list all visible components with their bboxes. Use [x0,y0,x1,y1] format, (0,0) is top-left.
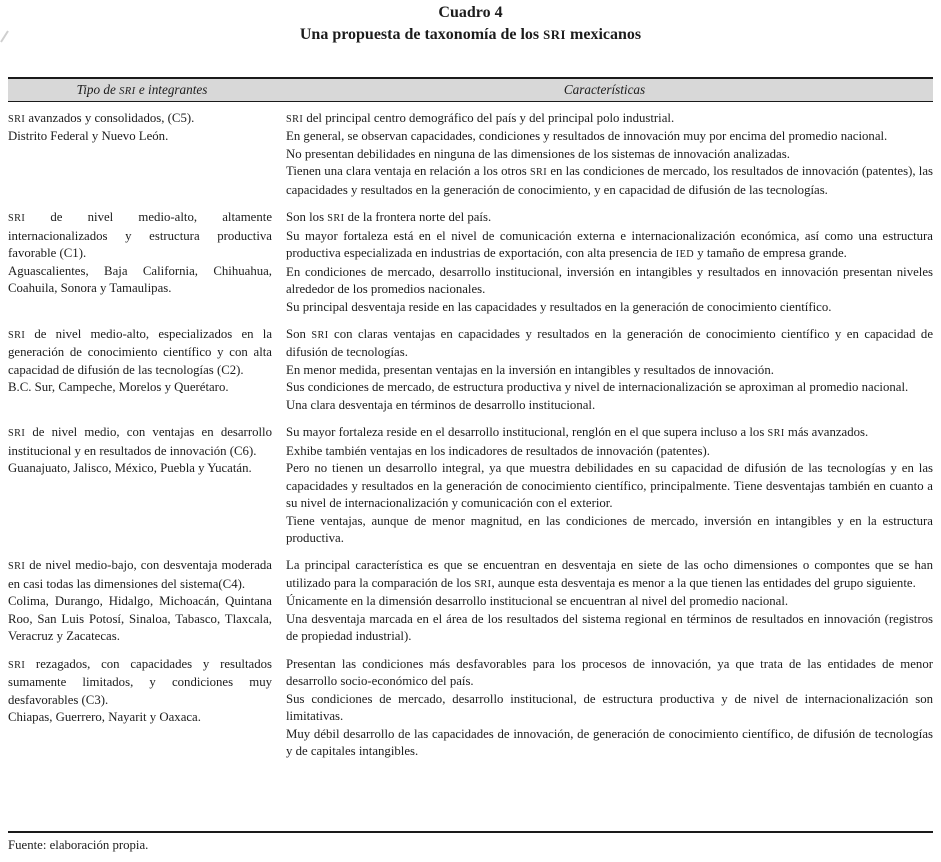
table-header-row [8,77,933,102]
sri-type-text: SRI de nivel medio, con ventajas en desarrollo institucional y en resultados de innovación (C6). [8,425,272,458]
table-title-block [0,4,941,44]
characteristics-cell [286,209,933,316]
table-row [8,424,933,547]
characteristic-paragraph: Únicamente en la dimensión desarrollo institucional se encuentran al nivel del promedio nacional. [286,594,789,609]
characteristics-cell [286,110,933,199]
characteristics-cell [286,557,933,645]
type-and-members-cell [8,209,272,316]
characteristics-cell [286,326,933,414]
column-header-tipo: Tipo de SRI e integrantes [76,82,208,97]
table-row [8,110,933,199]
table-bottom-rule [8,831,933,833]
table-row [8,209,933,316]
sri-members-text: Chiapas, Guerrero, Nayarit y Oaxaca. [8,710,201,725]
type-and-members-cell [8,326,272,414]
sri-type-text: SRI de nivel medio-alto, altamente internacionalizados y estructura productiva favorable (C1). [8,210,272,261]
characteristic-paragraph: Muy débil desarrollo de las capacidades de innovación, de generación de conocimiento científico, de difusión de tecnologías y de capitales intangibles. [286,726,933,758]
characteristic-paragraph: En condiciones de mercado, desarrollo institucional, inversión en intangibles y resultados en innovación presentan niveles alrededor de los promedios nacionales. [286,264,933,297]
characteristic-paragraph: Tienen una clara ventaja en relación a los otros SRI en las condiciones de mercado, los resultados de innovación (patentes), las capacidades y resultados en la generación de conocimiento, y en capacidad de difusión de las tecnologías. [286,164,933,197]
sri-type-text: SRI avanzados y consolidados, (C5). [8,111,195,125]
characteristic-paragraph: SRI del principal centro demográfico del país y del principal polo industrial. [286,111,675,125]
characteristic-paragraph: Presentan las condiciones más desfavorables para los procesos de innovación, ya que trata de las entidades de menor desarrollo socio-económico del país. [286,656,933,689]
sri-members-text: Guanajuato, Jalisco, México, Puebla y Yucatán. [8,461,252,476]
column-header-caracteristicas: Características [563,82,646,97]
table-row [8,656,933,761]
sri-type-text: SRI de nivel medio-alto, especializados en la generación de conocimiento científico y con alta capacidad de difusión de las tecnologías (C2). [8,326,272,377]
characteristic-paragraph: Su mayor fortaleza reside en el desarrollo institucional, renglón en el que supera incluso a los SRI más avanzados. [286,425,869,440]
characteristics-cell [286,656,933,761]
sri-members-text: B.C. Sur, Campeche, Morelos y Querétaro. [8,380,229,395]
characteristic-paragraph: Sus condiciones de mercado, desarrollo institucional, de estructura productiva y de nivel de internacionalización son limitativas. [286,691,933,724]
sri-type-text: SRI rezagados, con capacidades y resultados sumamente limitados, y condiciones muy desfavorables (C3). [8,656,272,707]
characteristic-paragraph: Son los SRI de la frontera norte del país. [286,210,492,225]
characteristic-paragraph: No presentan debilidades en ninguna de las dimensiones de los sistemas de innovación analizadas. [286,146,790,161]
taxonomy-table [8,77,933,770]
table-row [8,557,933,645]
type-and-members-cell [8,424,272,547]
characteristic-paragraph: La principal característica es que se encuentran en desventaja en siete de las ocho dimensiones o compontes que se han utilizado para la comparación de los SRI, aunque esta desventaja es menor a la que tienen las entidades del grupo siguiente. [286,558,933,590]
sri-type-text: SRI de nivel medio-bajo, con desventaja moderada en casi todas las dimensiones del sistema(C4). [8,558,272,591]
characteristic-paragraph: Su mayor fortaleza está en el nivel de comunicación externa e internacionalización económica, así como una estructura productiva especializada en industrias de exportación, con alta presencia de IED y tamaño de empresa grande. [286,228,933,261]
table-body [8,102,933,770]
characteristic-paragraph: Pero no tienen un desarrollo integral, ya que muestra debilidades en su capacidad de difusión de las tecnologías y en las capacidades y resultados en la generación de conocimiento científico, principalmente. Tiene desventajas también en cuanto a su nivel de internacionalización y comunicación con el exterior. [286,461,933,511]
characteristic-paragraph: Son SRI con claras ventajas en capacidades y resultados en la generación de conocimiento científico y en capacidad de difusión de tecnologías. [286,326,933,360]
type-and-members-cell [8,110,272,199]
type-and-members-cell [8,656,272,761]
characteristic-paragraph: Una desventaja marcada en el área de los resultados del sistema regional en términos de resultados en innovación (registros de propiedad industrial). [286,611,933,644]
characteristic-paragraph: Sus condiciones de mercado, de estructura productiva y nivel de internacionalización se aproximan al promedio nacional. [286,380,909,395]
sri-members-text: Aguascalientes, Baja California, Chihuahua, Coahuila, Sonora y Tamaulipas. [8,263,272,296]
scan-artifact-mark [0,28,12,44]
characteristic-paragraph: En general, se observan capacidades, condiciones y resultados de innovación muy por encima del promedio nacional. [286,129,888,144]
source-note: Fuente: elaboración propia. [8,838,149,852]
characteristic-paragraph: Una clara desventaja en términos de desarrollo institucional. [286,397,596,412]
sri-members-text: Colima, Durango, Hidalgo, Michoacán, Quintana Roo, San Luis Potosí, Sinaloa, Tabasco, Tlaxcala, Veracruz y Zacatecas. [8,594,272,644]
table-subtitle: Una propuesta de taxonomía de los SRI mexicanos [299,26,642,43]
characteristic-paragraph: En menor medida, presentan ventajas en la inversión en intangibles y resultados de innovación. [286,362,774,377]
characteristic-paragraph: Tiene ventajas, aunque de menor magnitud, en las condiciones de mercado, inversión en intangibles y en la estructura productiva. [286,513,933,545]
sri-members-text: Distrito Federal y Nuevo León. [8,129,169,144]
table-number-title: Cuadro 4 [438,4,503,21]
table-row [8,326,933,414]
characteristic-paragraph: Exhibe también ventajas en los indicadores de resultados de innovación (patentes). [286,443,710,458]
type-and-members-cell [8,557,272,645]
characteristic-paragraph: Su principal desventaja reside en las capacidades y resultados en la generación de conocimiento científico. [286,299,832,314]
characteristics-cell [286,424,933,547]
